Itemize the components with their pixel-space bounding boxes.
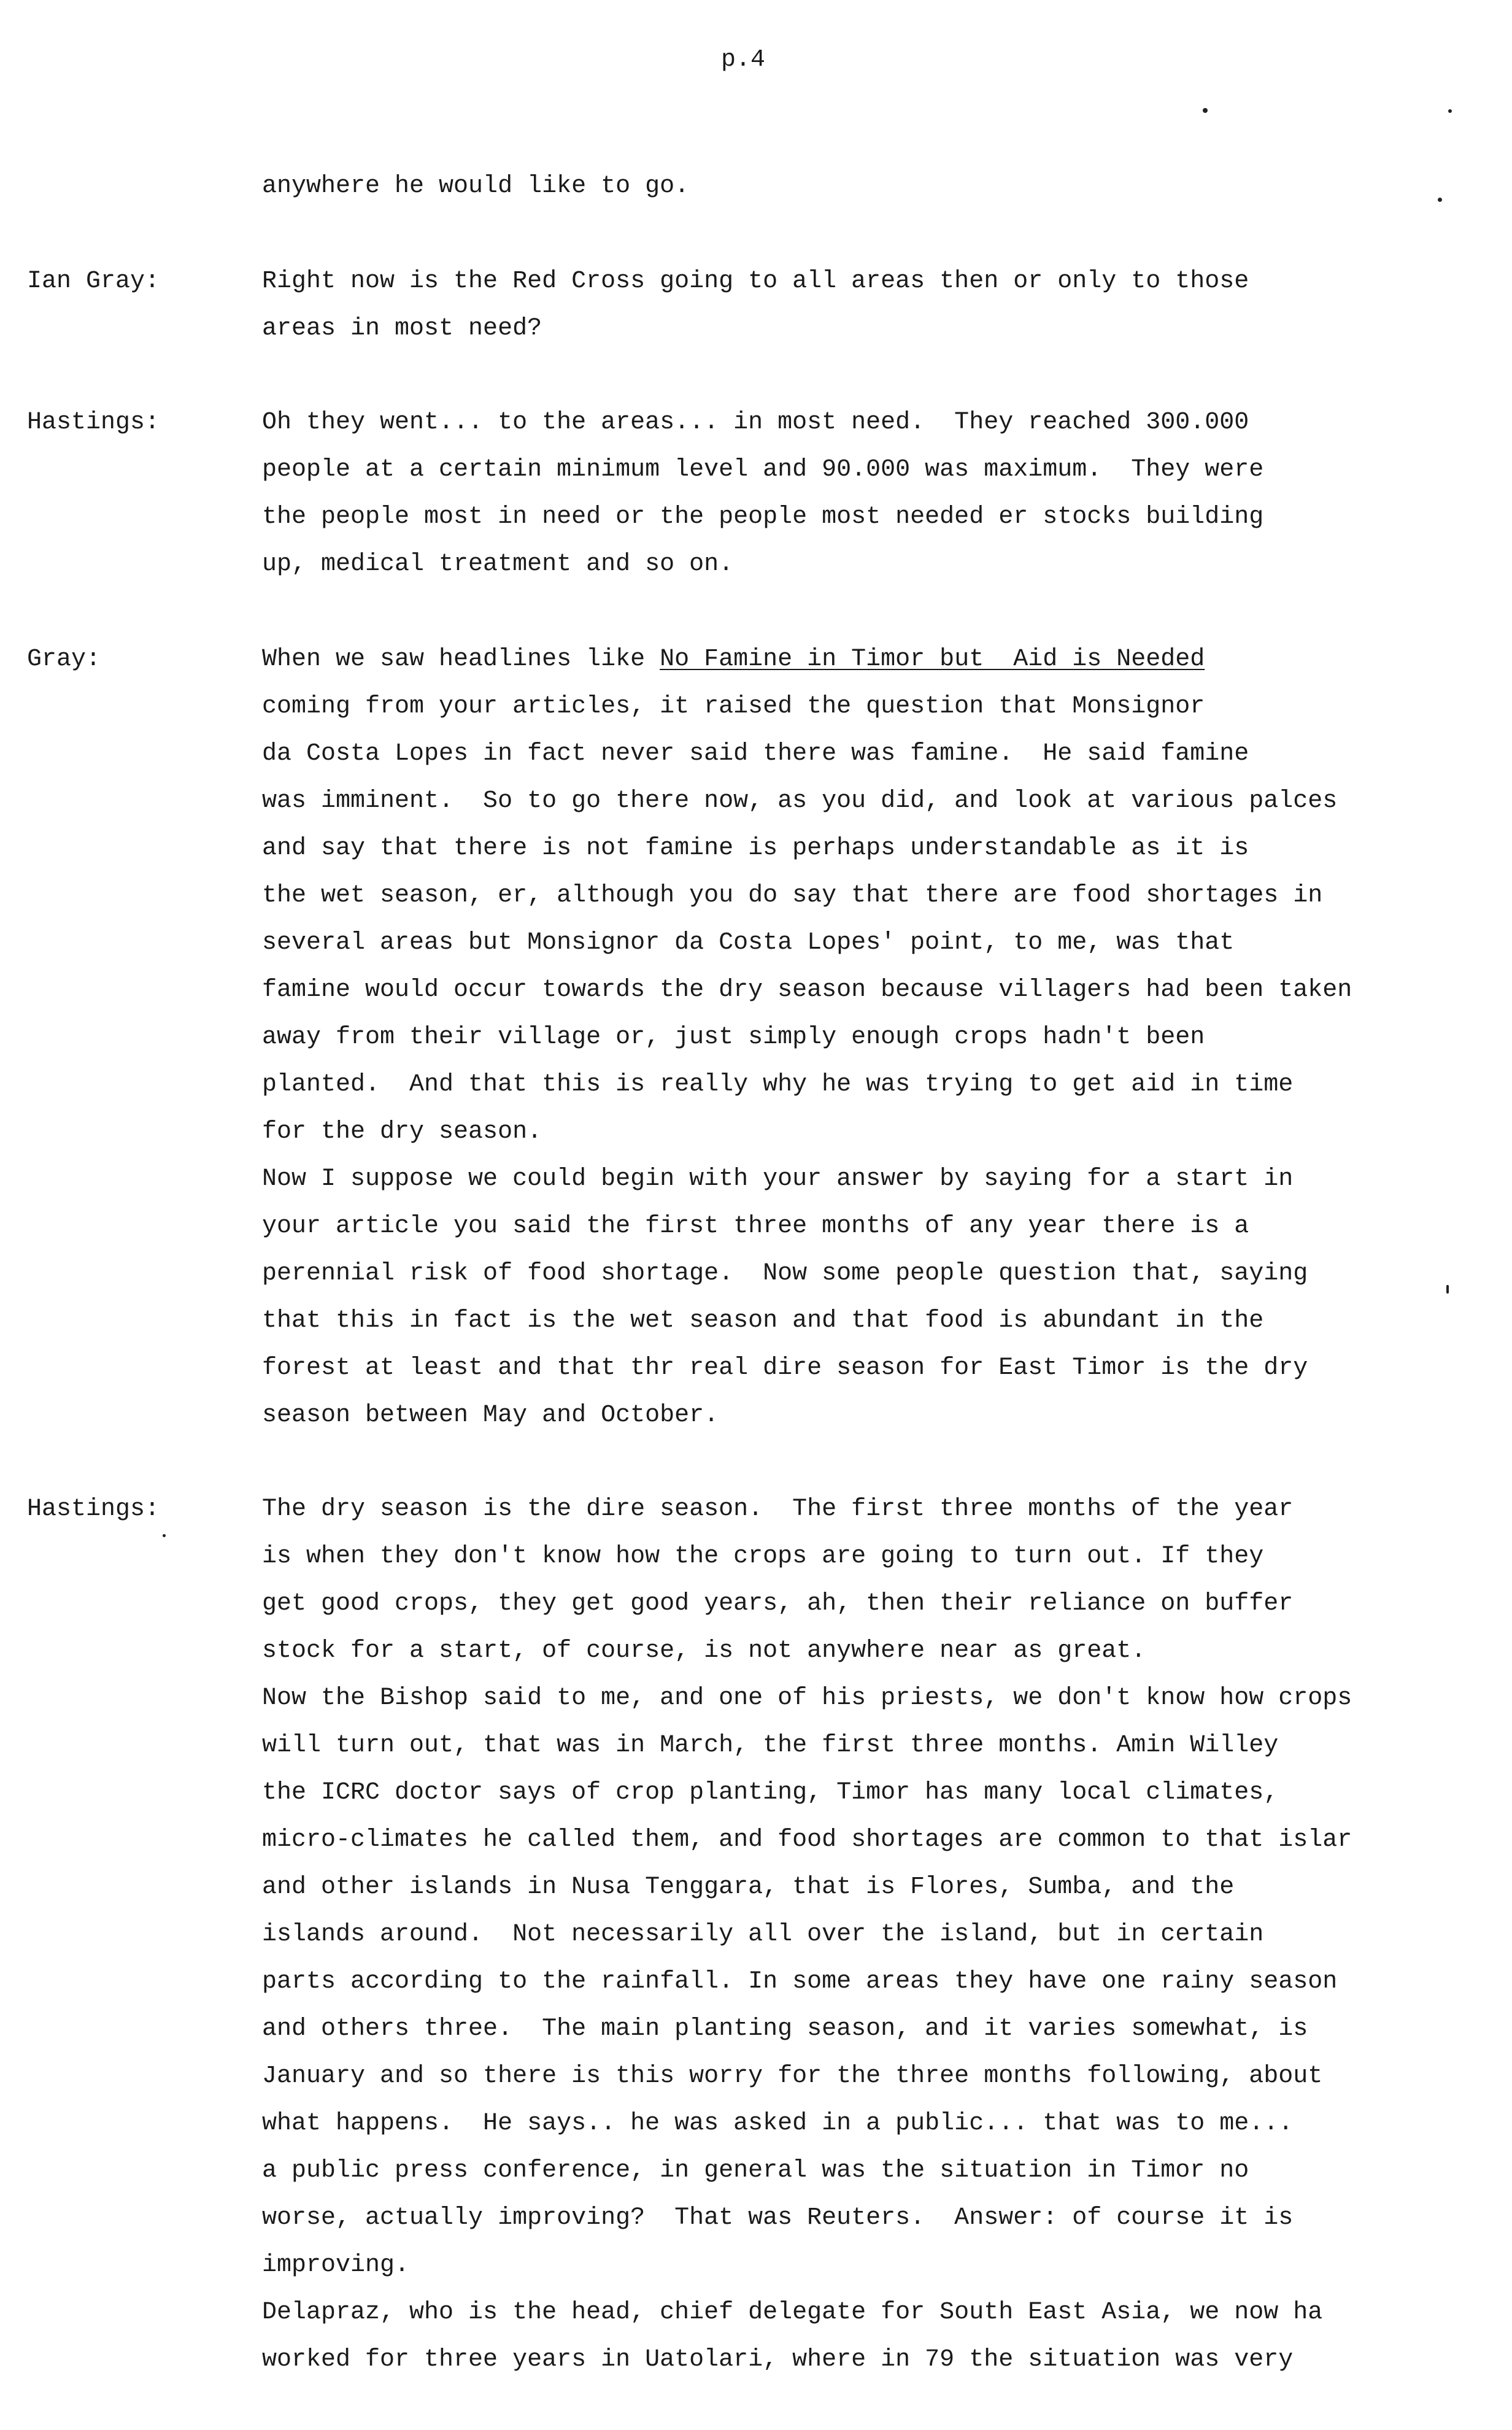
text-line: da Costa Lopes in fact never said there was famine. He said famine: [262, 740, 1249, 768]
speaker-label: Ian Gray:: [27, 268, 160, 295]
text-line: for the dry season.: [262, 1118, 542, 1146]
text-line: The dry season is the dire season. The first three months of the year: [262, 1495, 1294, 1523]
text-line: that this in fact is the wet season and that food is abundant in the: [262, 1307, 1264, 1335]
text-line: a public press conference, in general was the situation in Timor no: [262, 2157, 1249, 2185]
text-line: improving.: [262, 2251, 410, 2279]
speaker-label: Hastings:: [27, 1495, 160, 1523]
text-line: is when they don't know how the crops are going to turn out. If they: [262, 1543, 1264, 1570]
text-line: islands around. Not necessarily all over the island, but in certain: [262, 1921, 1264, 1948]
text-line: worked for three years in Uatolari, where in 79 the situation was very: [262, 2346, 1294, 2374]
text-line: the people most in need or the people most needed er stocks building: [262, 503, 1264, 531]
text-line: areas in most need?: [262, 315, 542, 342]
text-line: planted. And that this is really why he was trying to get aid in time: [262, 1071, 1294, 1098]
text-line: anywhere he would like to go.: [262, 172, 690, 200]
text-line: away from their village or, just simply enough crops hadn't been: [262, 1024, 1205, 1051]
text-line: January and so there is this worry for the three months following, about: [262, 2062, 1323, 2090]
text-line: and other islands in Nusa Tenggara, that is Flores, Sumba, and the: [262, 1873, 1235, 1901]
scan-speck: [163, 1534, 166, 1537]
text-line: season between May and October.: [262, 1402, 719, 1429]
scan-speck: [1448, 109, 1452, 113]
headline-line: [262, 647, 1205, 672]
text-line: people at a certain minimum level and 90.000 was maximum. They were: [262, 456, 1264, 484]
text-line: famine would occur towards the dry season because villagers had been taken: [262, 976, 1352, 1004]
text-line: Now I suppose we could begin with your answer by saying for a start in: [262, 1165, 1294, 1193]
text-line: micro-climates he called them, and food shortages are common to that islar: [262, 1826, 1352, 1854]
headline-prefix: When we saw headlines like: [262, 646, 660, 673]
text-line: stock for a start, of course, is not anywhere near as great.: [262, 1637, 1146, 1665]
headline-title: No Famine in Timor but Aid is Needed: [660, 646, 1205, 673]
scan-speck: [1438, 198, 1442, 202]
text-line: Right now is the Red Cross going to all areas then or only to those: [262, 268, 1249, 295]
page-number: p.4: [721, 46, 766, 74]
text-line: worse, actually improving? That was Reuters. Answer: of course it is: [262, 2204, 1294, 2232]
text-line: and say that there is not famine is perhaps understandable as it is: [262, 835, 1249, 862]
text-line: Oh they went... to the areas... in most need. They reached 300.000: [262, 409, 1249, 436]
text-line: the wet season, er, although you do say that there are food shortages in: [262, 882, 1323, 909]
text-line: parts according to the rainfall. In some areas they have one rainy season: [262, 1968, 1338, 1996]
text-line: Now the Bishop said to me, and one of his priests, we don't know how crops: [262, 1684, 1352, 1712]
text-line: forest at least and that thr real dire season for East Timor is the dry: [262, 1354, 1308, 1382]
scan-speck: [1203, 108, 1208, 113]
text-line: what happens. He says.. he was asked in a public... that was to me...: [262, 2110, 1294, 2137]
text-line: was imminent. So to go there now, as you did, and look at various palces: [262, 787, 1338, 815]
text-line: coming from your articles, it raised the question that Monsignor: [262, 693, 1205, 720]
text-line: will turn out, that was in March, the first three months. Amin Willey: [262, 1732, 1279, 1759]
text-line: Delapraz, who is the head, chief delegate for South East Asia, we now ha: [262, 2299, 1323, 2326]
speaker-label: Gray:: [27, 646, 101, 673]
text-line: get good crops, they get good years, ah, then their reliance on buffer: [262, 1590, 1294, 1618]
speaker-label: Hastings:: [27, 409, 160, 436]
text-line: the ICRC doctor says of crop planting, Timor has many local climates,: [262, 1779, 1279, 1807]
scan-speck: [1446, 1285, 1449, 1294]
text-line: perennial risk of food shortage. Now some people question that, saying: [262, 1260, 1308, 1287]
text-line: up, medical treatment and so on.: [262, 550, 734, 578]
text-line: and others three. The main planting season, and it varies somewhat, is: [262, 2015, 1308, 2043]
text-line: several areas but Monsignor da Costa Lopes' point, to me, was that: [262, 929, 1235, 957]
text-line: your article you said the first three months of any year there is a: [262, 1213, 1249, 1240]
